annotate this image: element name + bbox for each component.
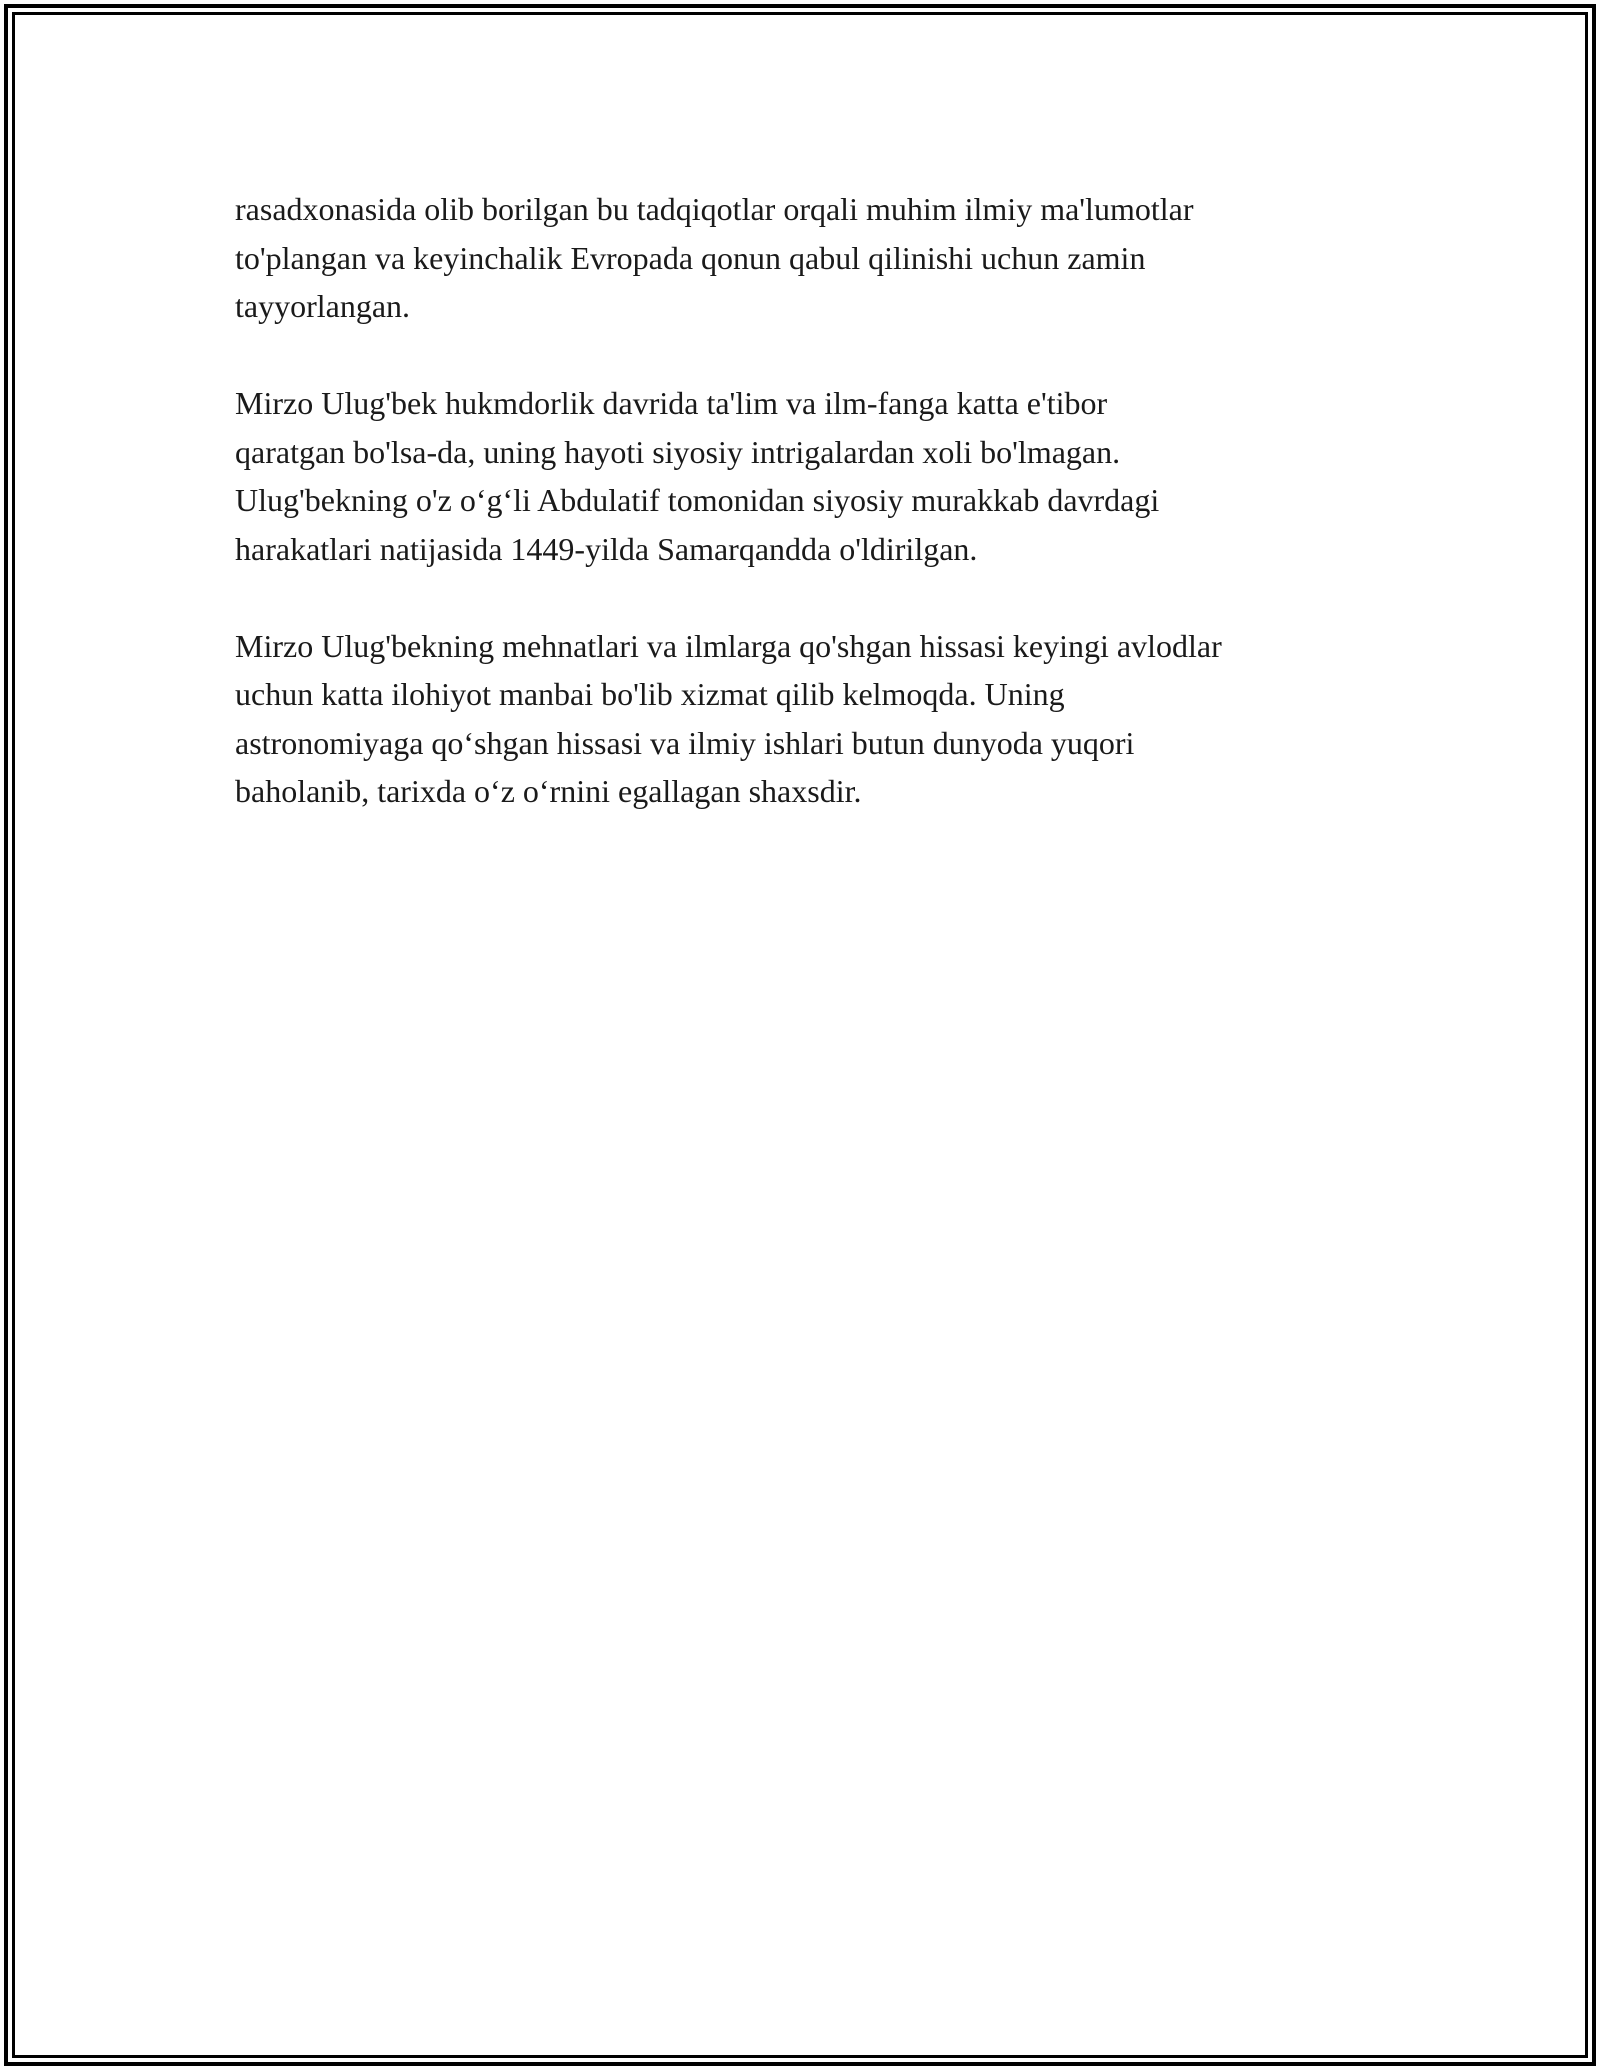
document-body bbox=[235, 185, 1415, 864]
paragraph-3: Mirzo Ulug'bekning mehnatlari va ilmlarga qo'shgan hissasi keyingi avlodlar uchun katta ilohiyot manbai bo'lib xizmat qilib kelmoqda. Uning astronomiyaga qo‘shgan hissasi va ilmiy ishlari butun dunyoda yuqori baholanib, tarixda o‘z o‘rnini egallagan shaxsdir. bbox=[235, 627, 1222, 809]
paragraph-2: Mirzo Ulug'bek hukmdorlik davrida ta'lim va ilm-fanga katta e'tibor qaratgan bo'lsa-da, uning hayoti siyosiy intrigalardan xoli bo'lmagan. Ulug'bekning o'z o‘g‘li Abdulatif tomonidan siyosiy murakkab davrdagi harakatlari natijasida 1449-yilda Samarqandda o'ldirilgan. bbox=[235, 385, 1160, 567]
paragraph-1: rasadxonasida olib borilgan bu tadqiqotlar orqali muhim ilmiy ma'lumotlar to'plangan va keyinchalik Evropada qonun qabul qilinishi uchun zamin tayyorlangan. bbox=[235, 191, 1194, 324]
